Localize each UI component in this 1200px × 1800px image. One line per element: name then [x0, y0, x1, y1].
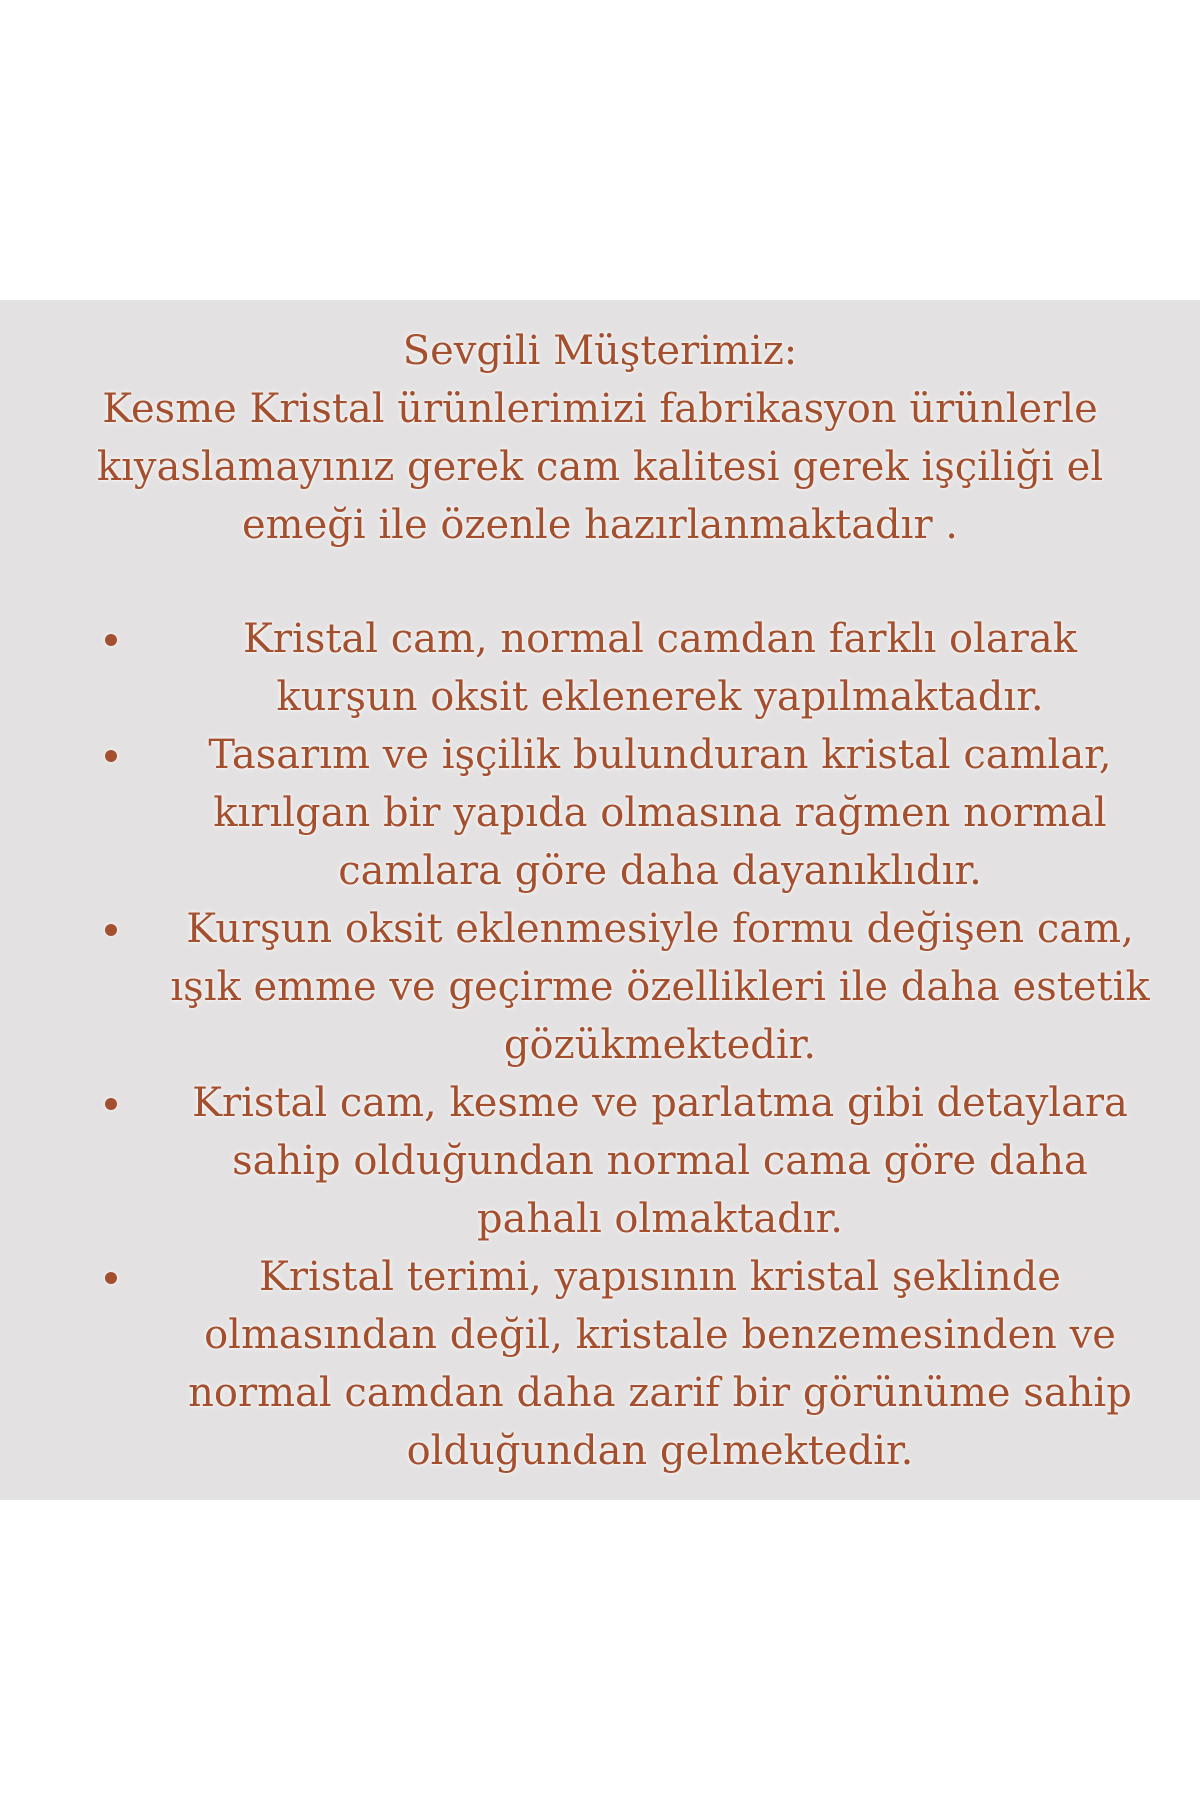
list-item	[100, 1074, 1160, 1248]
feature-list	[100, 610, 1160, 1480]
intro-block	[30, 322, 1170, 554]
list-item	[100, 900, 1160, 1074]
list-item-line: Tasarım ve işçilik bulunduran kristal camlar,	[208, 732, 1112, 778]
intro-line: Kesme Kristal ürünlerimizi fabrikasyon ürünlerle	[102, 386, 1098, 432]
list-item-line: olduğundan gelmektedir.	[406, 1428, 914, 1474]
bullet-icon	[105, 1098, 117, 1110]
bullet-icon	[105, 750, 117, 762]
list-item	[100, 726, 1160, 900]
list-item-line: Kristal cam, kesme ve parlatma gibi detaylara	[192, 1080, 1128, 1126]
list-item-line: camlara göre daha dayanıklıdır.	[338, 848, 982, 894]
list-item	[100, 1248, 1160, 1480]
info-panel	[0, 300, 1200, 1500]
list-item-text	[160, 1248, 1160, 1480]
intro-line: emeği ile özenle hazırlanmaktadır .	[241, 502, 958, 548]
bullet-icon	[105, 1272, 117, 1284]
intro-line: kıyaslamayınız gerek cam kalitesi gerek işçiliği el	[96, 444, 1104, 490]
list-item-line: normal camdan daha zarif bir görünüme sahip	[188, 1370, 1132, 1416]
bullet-icon	[105, 924, 117, 936]
list-item-line: kırılgan bir yapıda olmasına rağmen normal	[213, 790, 1107, 836]
list-item-text	[160, 1074, 1160, 1248]
list-item-text	[160, 610, 1160, 726]
list-item-line: gözükmektedir.	[503, 1022, 817, 1068]
list-item-line: ışık emme ve geçirme özellikleri ile daha estetik	[170, 964, 1150, 1010]
list-item	[100, 610, 1160, 726]
list-item-line: sahip olduğundan normal cama göre daha	[232, 1138, 1088, 1184]
list-item-line: Kristal terimi, yapısının kristal şeklinde	[259, 1254, 1061, 1300]
list-item-text	[160, 726, 1160, 900]
list-item-line: olmasından değil, kristale benzemesinden ve	[204, 1312, 1116, 1358]
list-item-line: Kurşun oksit eklenmesiyle formu değişen cam,	[186, 906, 1134, 952]
bullet-icon	[105, 634, 117, 646]
list-item-text	[160, 900, 1160, 1074]
list-item-line: kurşun oksit eklenerek yapılmaktadır.	[276, 674, 1044, 720]
list-item-line: Kristal cam, normal camdan farklı olarak	[243, 616, 1077, 662]
list-item-line: pahalı olmaktadır.	[476, 1196, 843, 1242]
greeting-heading: Sevgili Müşterimiz:	[402, 328, 798, 374]
